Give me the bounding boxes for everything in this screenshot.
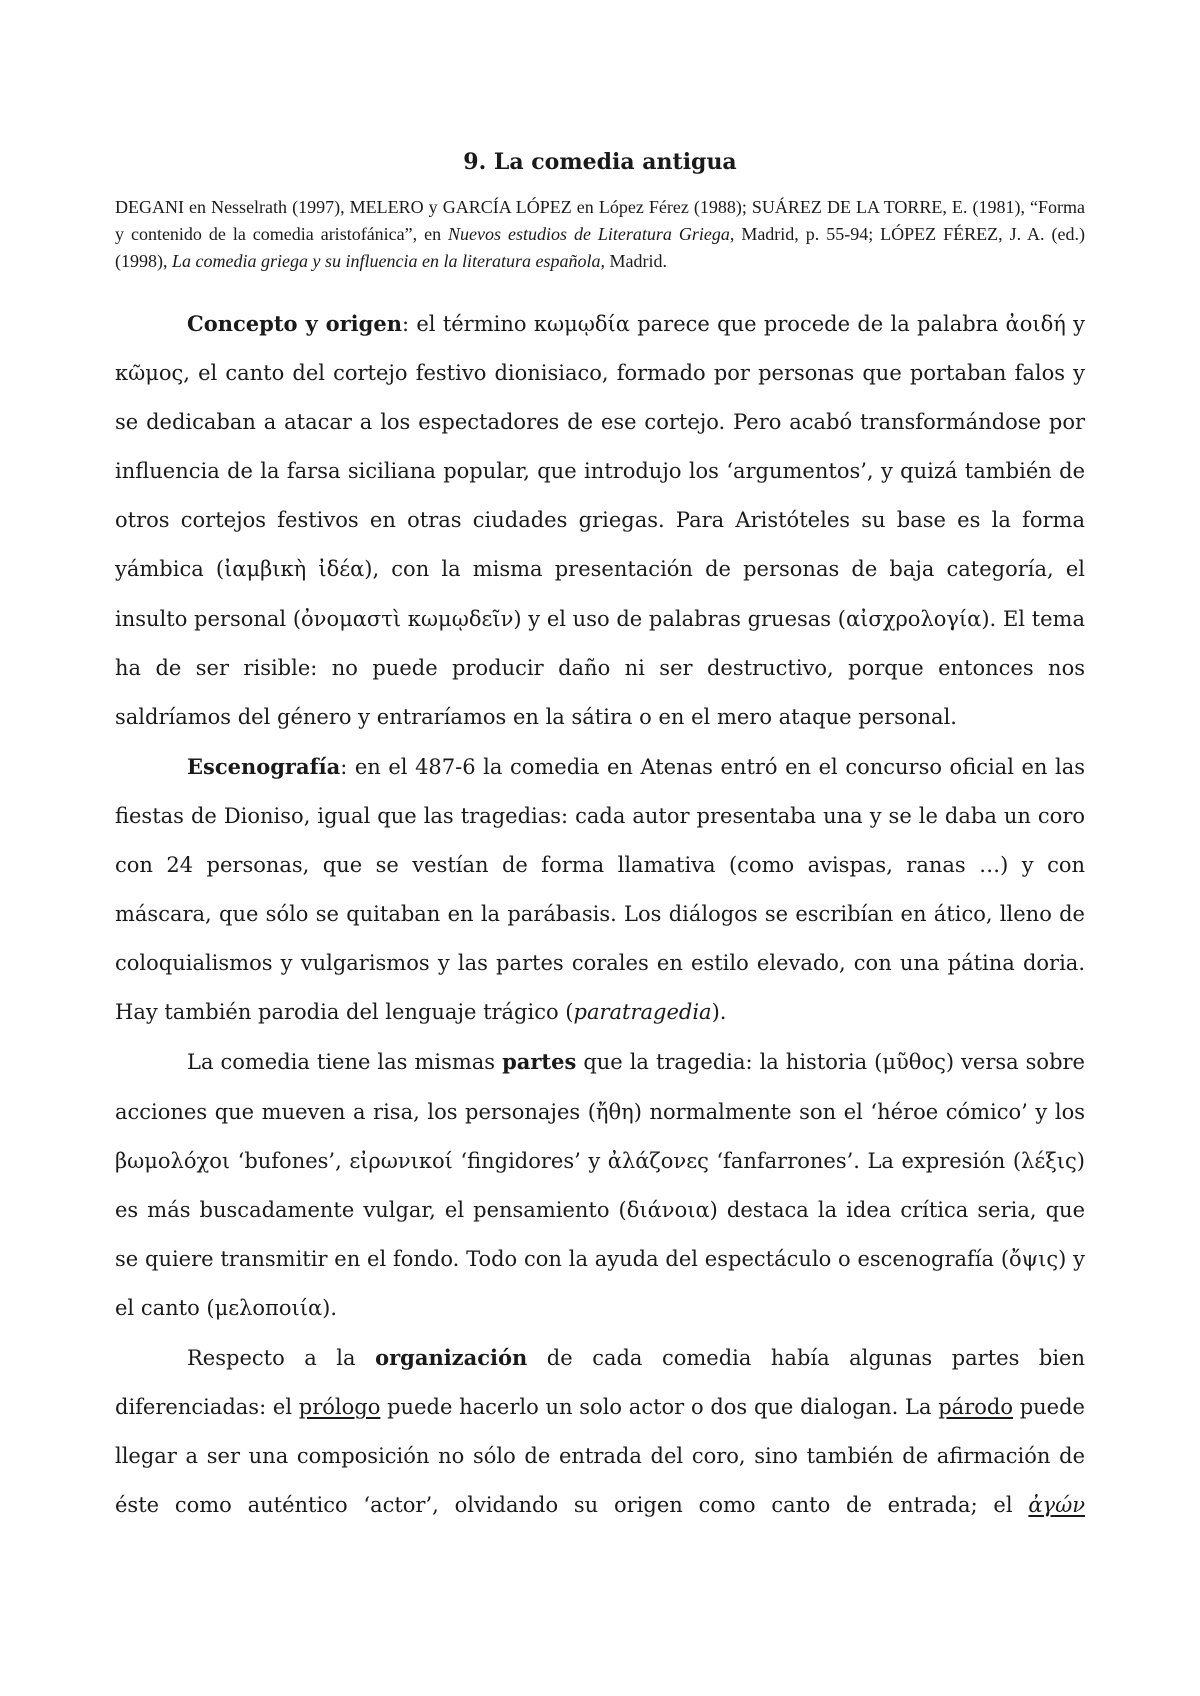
- text-run: que la tragedia: la historia (μῦθος) versa sobre acciones que mueven a risa, los personajes (ἤθη) normalmente son el ‘héroe cómico’ y los βωμολόχοι ‘bufones’, εἰρωνικοί ‘fingidores’ y ἀλάζονες ‘fanfarrones’. La expresión (λέξις) es más buscadamente vulgar, el pensamiento (διάνοια) destaca la idea crítica seria, que se quiere transmitir en el fondo. Todo con la ayuda del espectáculo o escenografía (ὄψις) y el canto (μελοποιία).: [115, 1050, 1085, 1320]
- document-body: [115, 299, 1085, 1530]
- text-run: DEGANI en Nesselrath (1997), MELERO y GARCÍA LÓPEZ en López Férez (1988); SUÁREZ DE LA TORRE, E. (1981), “Forma y contenido de la comedia aristofánica”, en: [115, 197, 1085, 244]
- underlined-term: prólogo: [298, 1395, 381, 1420]
- text-run: : en el 487-6 la comedia en Atenas entró en el concurso oficial en las fiestas de Dioniso, igual que las tragedias: cada autor presentaba una y se le daba un coro con 24 personas, que se vestían de forma llamativa (como avispas, ranas …) y con máscara, que sólo se quitaban en la parábasis. Los diálogos se escribían en ático, lleno de coloquialismos y vulgarismos y las partes corales en estilo elevado, con una pátina doria. Hay también parodia del lenguaje trágico (: [115, 754, 1085, 1025]
- paragraph-organizacion: [115, 1333, 1085, 1530]
- text-run: Respecto a la: [187, 1345, 376, 1370]
- text-run: La comedia tiene las mismas: [187, 1050, 503, 1075]
- paragraph-partes: [115, 1037, 1085, 1333]
- italic-text: Nuevos estudios de Literatura Griega: [448, 224, 730, 244]
- italic-text: La comedia griega y su influencia en la literatura española,: [172, 251, 605, 271]
- page-title: 9. La comedia antigua: [463, 149, 737, 175]
- italic-text: paratragedia: [573, 1000, 712, 1025]
- underlined-term: párodo: [938, 1395, 1013, 1420]
- bold-term: Escenografía: [187, 753, 341, 779]
- text-run: puede llegar a ser una composición no sólo de entrada del coro, sino también de afirmación de éste como auténtico ‘actor’, olvidando su origen como canto de entrada; el: [115, 1395, 1085, 1518]
- paragraph-escenografia: [115, 742, 1085, 1038]
- bold-term: organización: [375, 1344, 528, 1370]
- text-run: puede hacerlo un solo actor o dos que dialogan. La: [380, 1395, 939, 1420]
- text-run: de cada comedia había algunas partes bien diferenciadas: el: [115, 1345, 1085, 1420]
- bold-term: partes: [502, 1049, 577, 1075]
- text-run: : el término κωμῳδία parece que procede de la palabra ἀοιδή y κῶμος, el canto del cortejo festivo dionisiaco, formado por personas que portaban falos y se dedicaban a atacar a los espectadores de ese cortejo. Pero acabó transformándose por influencia de la farsa siciliana popular, que introdujo los ‘argumentos’, y quizá también de otros cortejos festivos en otras ciudades griegas. Para Aristóteles su base es la forma yámbica (ἰαμβικὴ ἰδέα), con la misma presentación de personas de baja categoría, el insulto personal (ὀνομαστὶ κωμῳδεῖν) y el uso de palabras gruesas (αἰσχρολογία). El tema ha de ser risible: no puede producir daño ni ser destructivo, porque entonces nos saldríamos del género y entraríamos en la sátira o en el mero ataque personal.: [115, 312, 1085, 729]
- text-run: Madrid.: [604, 251, 667, 271]
- underlined-term: ἀγών: [1028, 1493, 1085, 1518]
- bibliography: [115, 194, 1085, 275]
- bold-term: Concepto y origen: [187, 311, 402, 336]
- bibliography-text: [115, 194, 1085, 275]
- text-run: , Madrid, p. 55-94; LÓPEZ FÉREZ, J. A. (ed.) (1998),: [115, 224, 1085, 271]
- paragraph-concepto-origen: [115, 299, 1085, 742]
- text-run: ).: [711, 1000, 727, 1025]
